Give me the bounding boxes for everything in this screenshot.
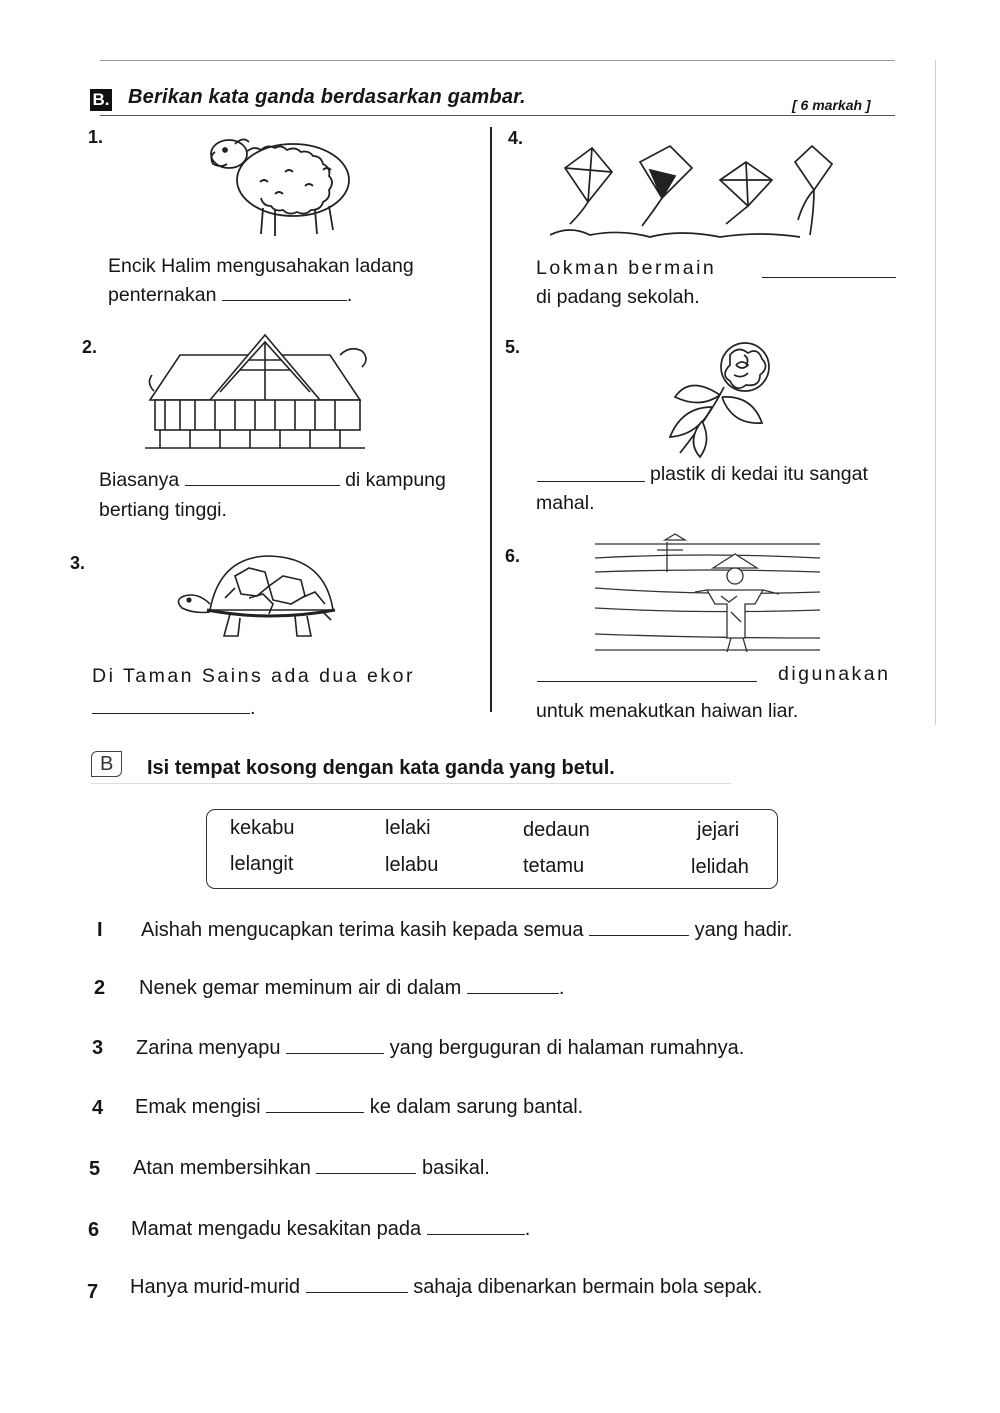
word-bank-item: lelidah [691,856,749,878]
q2-line1: Biasanya di kampung [99,469,446,491]
answer-blank[interactable] [316,1172,416,1174]
question-number: 6. [505,546,521,566]
question-number: 5. [505,337,521,357]
marks-label: [ 6 markah ] [792,97,871,113]
sentence-number: 4 [92,1097,104,1119]
tortoise-image [175,548,340,648]
answer-blank[interactable] [286,1052,384,1054]
q3-line1: Di Taman Sains ada dua ekor [92,665,415,687]
sentence-number: 3 [92,1037,104,1059]
word-bank-item: lelabu [385,854,439,876]
answer-blank[interactable] [185,484,340,486]
sentence-4: Emak mengisi ke dalam sarung bantal. [135,1096,584,1118]
word-bank-item: lelangit [230,853,294,875]
answer-blank[interactable] [266,1111,364,1113]
sentence-5: Atan membersihkan basikal. [133,1157,490,1179]
answer-blank[interactable] [589,934,689,936]
sentence-1: Aishah mengucapkan terima kasih kepada semua yang hadir. [141,919,793,941]
answer-blank[interactable] [222,299,347,301]
column-divider [490,127,492,712]
word-bank-item: dedaun [523,819,590,841]
q4-line1: Lokman bermain [536,257,717,279]
section-b-rule [91,783,731,784]
top-rule [100,60,895,61]
sentence-number: 7 [87,1281,99,1303]
sentence-3: Zarina menyapu yang berguguran di halaman rumahnya. [136,1037,745,1059]
q5-line2: mahal. [536,492,595,514]
sentence-6: Mamat mengadu kesakitan pada . [131,1218,531,1240]
q1-line2: penternakan . [108,284,353,306]
answer-blank[interactable] [92,712,250,714]
title-rule [100,115,895,116]
answer-blank[interactable] [537,680,757,682]
section-b-title: Isi tempat kosong dengan kata ganda yang betul. [147,757,615,779]
section-badge: B. [90,89,112,111]
word-bank-item: jejari [697,819,740,841]
q4-line2: di padang sekolah. [536,286,700,308]
answer-blank[interactable] [537,480,645,482]
question-number: 3. [70,553,86,573]
question-number: 1. [88,127,104,147]
q1-line1: Encik Halim mengusahakan ladang [108,255,414,277]
kites-image [550,140,850,250]
sentence-number: 2 [94,977,106,999]
word-bank-item: lelaki [385,817,431,839]
word-bank-item: tetamu [523,855,585,877]
sentence-2: Nenek gemar meminum air di dalam . [139,977,565,999]
question-number: 2. [82,337,98,357]
section-b-heading [91,751,122,777]
answer-blank[interactable] [306,1291,408,1293]
sentence-number: 5 [89,1158,101,1180]
q6-line1: digunakan [778,663,891,685]
flower-image [650,335,775,460]
question-number: 4. [508,128,524,148]
answer-blank[interactable] [427,1233,525,1235]
q3-line2: . [92,694,255,723]
answer-blank[interactable] [467,992,559,994]
q5-line1: plastik di kedai itu sangat [650,463,868,485]
sentence-number: I [97,919,103,941]
sheep-image [205,122,355,240]
word-bank-item: kekabu [230,817,295,839]
answer-blank[interactable] [762,276,896,278]
section-title: Berikan kata ganda berdasarkan gambar. [128,86,526,108]
q2-line2: bertiang tinggi. [99,499,227,521]
scarecrow-image [595,530,820,655]
section-b-badge: B [91,751,122,777]
sentence-7: Hanya murid-murid sahaja dibenarkan bermain bola sepak. [130,1276,763,1298]
page-edge-rule [935,60,936,725]
q6-line2: untuk menakutkan haiwan liar. [536,700,799,722]
house-image [140,320,370,455]
sentence-number: 6 [88,1219,100,1241]
